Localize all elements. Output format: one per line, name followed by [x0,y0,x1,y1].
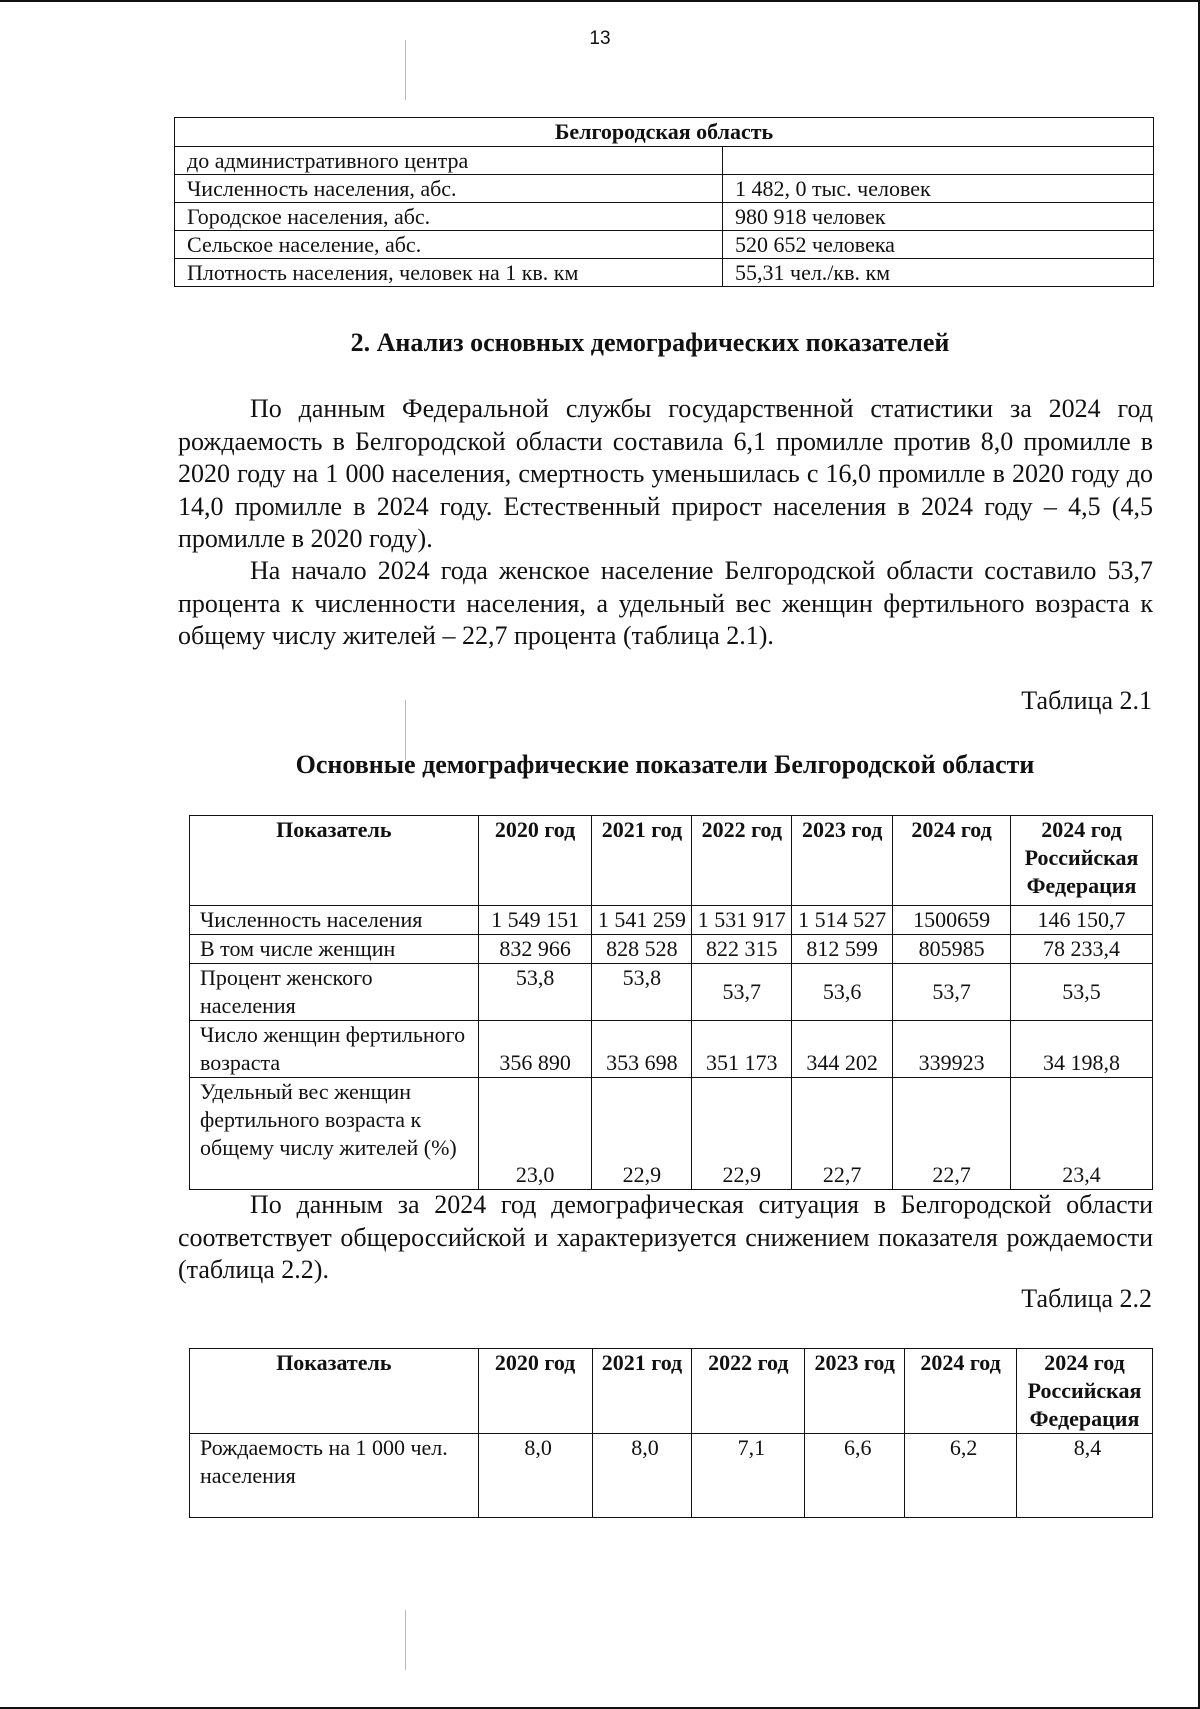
table-cell: 1500659 [893,906,1011,935]
table-cell: 520 652 человека [723,231,1154,259]
table-row [190,906,1153,935]
paragraph: По данным за 2024 год демографическая ситуация в Белгородской области соответствует общероссийской и характеризуется снижением показателя рождаемости (таблица 2.2). [178,1190,1153,1284]
table-cell: 78 233,4 [1011,935,1153,964]
row-label: Численность населения [190,906,479,935]
column-header: 2023 год [792,816,893,906]
crease-mark [405,1610,406,1670]
table-row [175,231,1154,259]
table-row [190,964,1153,1021]
table-row [190,1078,1153,1190]
column-header: 2024 год [905,1349,1017,1434]
table-cell: 1 549 151 [478,906,592,935]
row-label: Удельный вес женщин фертильного возраста к общему числу жителей (%) [190,1078,479,1190]
paragraph: На начало 2024 года женское население Белгородской области составило 53,7 процента к численности населения, а удельный вес женщин фертильного возраста к общему числу жителей – 22,7 процента (таблица 2.1). [178,556,1153,650]
table-cell: 828 528 [592,935,692,964]
column-header: 2023 год [805,1349,905,1434]
table-cell: 55,31 чел./кв. км [723,259,1154,287]
section-heading: 2. Анализ основных демографических показателей [350,328,950,357]
table-cell: 53,5 [1011,964,1153,1021]
table-cell: 6,2 [905,1434,1017,1518]
demographics-table [189,815,1153,1190]
column-header: 2020 год [478,1349,592,1434]
table-cell: Сельское население, абс. [175,231,723,259]
table-cell: 23,0 [478,1078,592,1190]
column-header: 2024 год [893,816,1011,906]
table-cell: 805985 [893,935,1011,964]
row-label: Рождаемость на 1 000 чел. населения [190,1434,479,1518]
column-header: 2022 год [692,1349,805,1434]
table-cell: 351 173 [692,1021,792,1078]
page-number: 13 [589,28,611,49]
table-cell: 7,1 [692,1434,805,1518]
table-cell: 356 890 [478,1021,592,1078]
column-header: 2021 год [592,1349,692,1434]
table-row [175,147,1154,175]
table-cell [723,147,1154,175]
table-cell: 22,9 [692,1078,792,1190]
column-header: Показатель [190,1349,479,1434]
region-info-table [174,117,1154,287]
table-cell: 1 541 259 [592,906,692,935]
table-cell: 832 966 [478,935,592,964]
table-cell: до административного центра [175,147,723,175]
column-header: 2020 год [478,816,592,906]
table-row [190,935,1153,964]
column-header: Показатель [190,816,479,906]
table-cell: Городское населения, абс. [175,203,723,231]
column-header: 2024 год Российская Федерация [1011,816,1153,906]
table-cell: 344 202 [792,1021,893,1078]
table-cell: 23,4 [1011,1078,1153,1190]
column-header: 2021 год [592,816,692,906]
table-cell: 53,6 [792,964,893,1021]
table-cell: Плотность населения, человек на 1 кв. км [175,259,723,287]
table-cell: 8,4 [1017,1434,1153,1518]
table-cell: 53,7 [893,964,1011,1021]
table-cell: Численность населения, абс. [175,175,723,203]
birth-rate-table [189,1348,1153,1518]
table-cell: 812 599 [792,935,893,964]
table-row [190,1434,1153,1518]
column-header: 2022 год [692,816,792,906]
table-cell: 1 514 527 [792,906,893,935]
table-cell: 1 482, 0 тыс. человек [723,175,1154,203]
table-cell: 1 531 917 [692,906,792,935]
table-cell: 22,7 [893,1078,1011,1190]
table-row [175,259,1154,287]
table-cell: 353 698 [592,1021,692,1078]
row-label: В том числе женщин [190,935,479,964]
table-caption: Основные демографические показатели Белгородской области [295,750,1035,779]
table-row [175,203,1154,231]
table-label: Таблица 2.2 [1021,1284,1152,1313]
table-cell: 8,0 [592,1434,692,1518]
table-cell: 980 918 человек [723,203,1154,231]
table-cell: 53,8 [478,964,592,1021]
table-cell: 34 198,8 [1011,1021,1153,1078]
page-border-top [0,0,1200,2]
table-cell: 146 150,7 [1011,906,1153,935]
table-row [190,1021,1153,1078]
region-info-header: Белгородская область [175,118,1154,147]
paragraph: По данным Федеральной службы государственной статистики за 2024 год рождаемость в Белгородской области составила 6,1 промилле против 8,0 промилле в 2020 году на 1 000 населения, смертность уменьшилась с 16,0 промилле в 2020 году до 14,0 промилле в 2024 году. Естественный прирост населения в 2024 году – 4,5 (4,5 промилле в 2020 году). [178,394,1153,553]
table-cell: 6,6 [805,1434,905,1518]
table-label: Таблица 2.1 [1021,686,1152,715]
table-cell: 8,0 [478,1434,592,1518]
table-cell: 339923 [893,1021,1011,1078]
table-cell: 53,8 [592,964,692,1021]
table-row [175,175,1154,203]
table-cell: 22,9 [592,1078,692,1190]
table-cell: 53,7 [692,964,792,1021]
table-cell: 822 315 [692,935,792,964]
table-cell: 22,7 [792,1078,893,1190]
column-header: 2024 год Российская Федерация [1017,1349,1153,1434]
row-label: Число женщин фертильного возраста [190,1021,479,1078]
row-label: Процент женского населения [190,964,479,1021]
